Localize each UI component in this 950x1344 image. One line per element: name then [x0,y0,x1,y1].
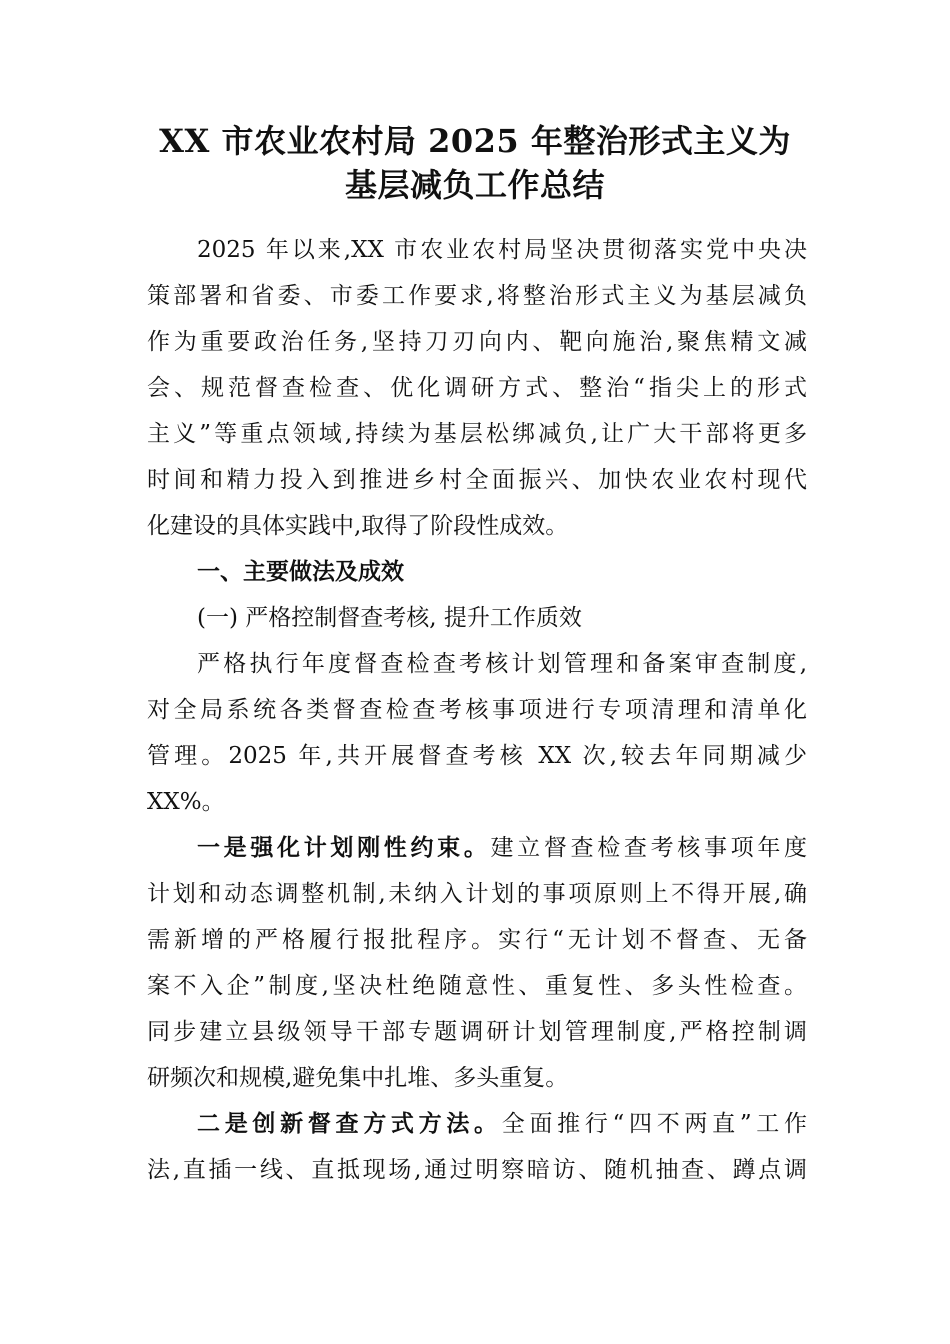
intro-line-7: 化建设的具体实践中,取得了阶段性成效。 [147,513,569,539]
point2-first-rest: 全面推行“四不两直”工作 [501,1111,807,1137]
document-body [147,227,807,1193]
point1-line-2: 计划和动态调整机制,未纳入计划的事项原则上不得开展,确 [147,881,807,907]
section-heading: 一、主要做法及成效 [197,559,404,585]
para1-line-3: 管理。2025 年,共开展督查考核 XX 次,较去年同期减少 [147,743,807,769]
point1-lead: 一是强化计划刚性约束。 [197,834,491,861]
intro-line-1: 2025 年以来,XX 市农业农村局坚决贯彻落实党中央决 [197,237,807,263]
point1-line-6: 研频次和规模,避免集中扎堆、多头重复。 [147,1065,569,1091]
point1-line-5: 同步建立县级领导干部专题调研计划管理制度,严格控制调 [147,1019,807,1045]
point2-line-2: 法,直插一线、直抵现场,通过明察暗访、随机抽查、蹲点调 [147,1157,807,1183]
subheading: (一) 严格控制督查考核, 提升工作质效 [197,605,582,631]
point1-line-4: 案不入企”制度,坚决杜绝随意性、重复性、多头性检查。 [147,973,807,999]
para1-line-2: 对全局系统各类督查检查考核事项进行专项清理和清单化 [147,697,807,723]
point1-line-1 [147,825,807,871]
intro-line-5: 主义”等重点领域,持续为基层松绑减负,让广大干部将更多 [147,421,807,447]
intro-line-2: 策部署和省委、市委工作要求,将整治形式主义为基层减负 [147,283,807,309]
title-line-2: 基层减负工作总结 [344,166,605,204]
document-title [100,118,850,206]
intro-line-6: 时间和精力投入到推进乡村全面振兴、加快农业农村现代 [147,467,807,493]
para1-line-4: XX%。 [147,789,225,815]
point1-line-3: 需新增的严格履行报批程序。实行“无计划不督查、无备 [147,927,807,953]
point1-first-rest: 建立督查检查考核事项年度 [490,835,808,861]
paragraph-1 [147,641,807,825]
intro-line-3: 作为重要政治任务,坚持刀刃向内、靶向施治,聚焦精文减 [147,329,807,355]
title-line-1: XX 市农业农村局 2025 年整治形式主义为 [159,122,791,160]
point2-line-1 [147,1101,807,1147]
point-2-paragraph [147,1101,807,1193]
intro-paragraph [147,227,807,549]
intro-line-4: 会、规范督查检查、优化调研方式、整治“指尖上的形式 [147,375,807,401]
point-1-paragraph [147,825,807,1101]
point2-lead: 二是创新督查方式方法。 [197,1110,502,1137]
para1-line-1: 严格执行年度督查检查考核计划管理和备案审查制度, [197,651,807,677]
